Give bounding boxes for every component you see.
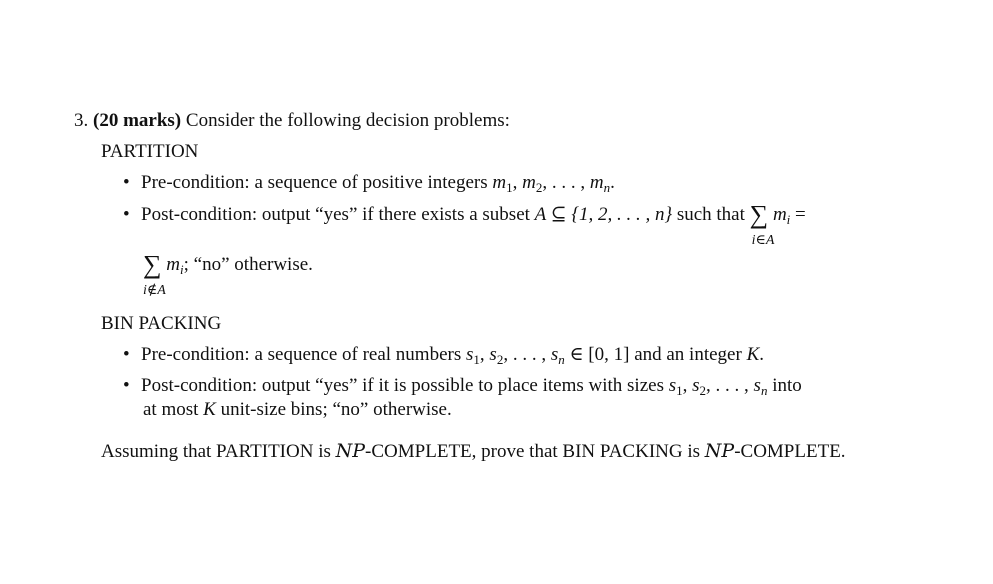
- np-symbol: NP: [335, 440, 366, 462]
- binpacking-postcondition: • Post-condition: output “yes” if it is possible to place items with sizes $s_1$, $s_2$, . . . , $s_n$ into: [123, 375, 802, 398]
- binpacking-postcondition-cont: at most K unit-size bins; “no” otherwise.: [143, 399, 452, 420]
- np-symbol: NP: [704, 440, 735, 462]
- partition-postcondition-cont: ∑ i∉A $m_i$; “no” otherwise.: [143, 250, 313, 298]
- binpacking-title: BIN PACKING: [101, 313, 222, 334]
- bullet-icon: •: [123, 172, 130, 193]
- binpacking-precondition: • Pre-condition: a sequence of real numbers $s_1$, $s_2$, . . . , $s_n$ ∈ [0, 1] and an integer K.: [123, 344, 764, 367]
- bullet-icon: •: [123, 344, 130, 365]
- question-number: 3.: [74, 110, 89, 131]
- sum-over-not-A: ∑ i∉A: [143, 250, 166, 298]
- question-header: [74, 110, 510, 132]
- partition-postcondition: • Post-condition: output “yes” if there exists a subset A ⊆ {1, 2, . . . , n} such that ∑ i∈A $m_i$ =: [123, 200, 806, 248]
- sum-over-A: ∑ i∈A: [749, 200, 775, 248]
- partition-precondition: • Pre-condition: a sequence of positive integers $m_1$, $m_2$, . . . , $m_n$.: [123, 172, 615, 195]
- partition-title: PARTITION: [101, 141, 199, 162]
- question-intro: Consider the following decision problems:: [185, 110, 510, 131]
- bullet-icon: •: [123, 204, 130, 225]
- question-marks: (20 marks): [93, 110, 182, 131]
- conclusion: Assuming that PARTITION is NP-COMPLETE, prove that BIN PACKING is NP-COMPLETE.: [101, 440, 846, 462]
- bullet-icon: •: [123, 375, 130, 396]
